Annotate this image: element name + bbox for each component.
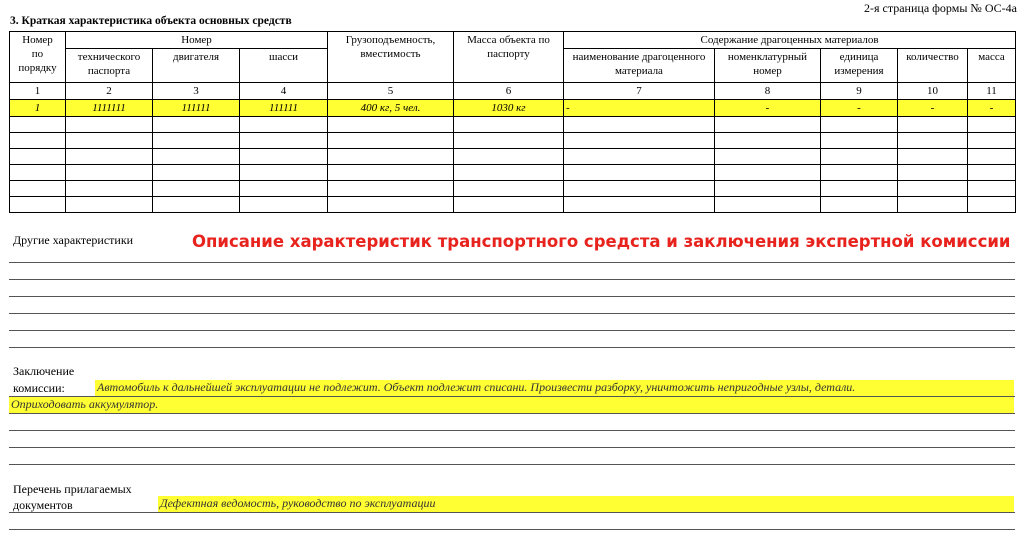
column-number: 5 bbox=[328, 83, 454, 100]
ruled-line bbox=[9, 464, 1015, 465]
cell-nomenclature[interactable]: - bbox=[715, 100, 821, 117]
header-precious-name: наименование драгоценного материала bbox=[564, 49, 715, 83]
header-chassis: шасси bbox=[240, 49, 328, 83]
table-row-empty bbox=[10, 133, 1016, 149]
ruled-line bbox=[9, 512, 1015, 513]
table-row-empty bbox=[10, 181, 1016, 197]
header-text: паспорта bbox=[87, 65, 131, 77]
cell-precious-name[interactable]: - bbox=[564, 100, 715, 117]
header-precious-group: Содержание драгоценных материалов bbox=[564, 32, 1016, 49]
cell-row-number[interactable]: 1 bbox=[10, 100, 66, 117]
header-nomenclature: номенклатурный номер bbox=[715, 49, 821, 83]
column-number: 9 bbox=[821, 83, 898, 100]
cell-mass[interactable]: - bbox=[968, 100, 1016, 117]
header-mass-passport: Масса объекта по паспорту bbox=[454, 32, 564, 83]
header-number-group: Номер bbox=[66, 32, 328, 49]
form-reference: 2-я страница формы № ОС-4а bbox=[864, 1, 1017, 15]
cell-tech-passport[interactable]: 1111111 bbox=[66, 100, 153, 117]
cell-chassis[interactable]: 111111 bbox=[240, 100, 328, 117]
ruled-line bbox=[9, 430, 1015, 431]
ruled-line bbox=[9, 279, 1015, 280]
table-row-empty bbox=[10, 117, 1016, 133]
ruled-line bbox=[9, 529, 1015, 530]
documents-text[interactable]: Дефектная ведомость, руководство по эксплуатации bbox=[158, 496, 1014, 512]
header-text: Номер bbox=[22, 34, 53, 46]
column-number: 8 bbox=[715, 83, 821, 100]
header-engine: двигателя bbox=[153, 49, 240, 83]
ruled-line bbox=[9, 347, 1015, 348]
column-number: 2 bbox=[66, 83, 153, 100]
table-row-empty bbox=[10, 197, 1016, 213]
conclusion-text-line1[interactable]: Автомобиль к дальнейшей эксплуатации не подлежит. Объект подлежит списани. Произвести разборку, уничтожить непригодные узлы, детали. bbox=[95, 380, 1014, 396]
header-tech-passport bbox=[66, 49, 153, 83]
description-heading: Описание характеристик транспортного средста и заключения экспертной комиссии bbox=[192, 232, 1011, 251]
column-number: 3 bbox=[153, 83, 240, 100]
header-quantity: количество bbox=[898, 49, 968, 83]
header-unit: единица измерения bbox=[821, 49, 898, 83]
header-text: по bbox=[31, 48, 44, 60]
header-capacity: Грузоподъемность, вместимость bbox=[328, 32, 454, 83]
ruled-line bbox=[9, 413, 1015, 414]
header-text: технического bbox=[77, 51, 141, 63]
header-mass: масса bbox=[968, 49, 1016, 83]
table-row-empty bbox=[10, 165, 1016, 181]
cell-engine[interactable]: 111111 bbox=[153, 100, 240, 117]
table-row bbox=[10, 100, 1016, 117]
header-text: порядку bbox=[18, 62, 57, 74]
ruled-line bbox=[9, 447, 1015, 448]
column-number: 1 bbox=[10, 83, 66, 100]
ruled-line bbox=[9, 262, 1015, 263]
column-number: 4 bbox=[240, 83, 328, 100]
conclusion-text-line2[interactable]: Оприходовать аккумулятор. bbox=[9, 397, 1014, 413]
documents-label: Перечень прилагаемых bbox=[13, 482, 132, 496]
ruled-line bbox=[9, 296, 1015, 297]
cell-mass-passport[interactable]: 1030 кг bbox=[454, 100, 564, 117]
section-title: 3. Краткая характеристика объекта основных средств bbox=[10, 15, 292, 27]
conclusion-label: Заключение bbox=[13, 364, 75, 378]
column-numbers-row bbox=[10, 83, 1016, 100]
ruled-line bbox=[9, 330, 1015, 331]
column-number: 7 bbox=[564, 83, 715, 100]
cell-unit[interactable]: - bbox=[821, 100, 898, 117]
cell-quantity[interactable]: - bbox=[898, 100, 968, 117]
other-characteristics-label: Другие характеристики bbox=[13, 233, 134, 247]
characteristics-table bbox=[9, 31, 1016, 213]
column-number: 10 bbox=[898, 83, 968, 100]
column-number: 11 bbox=[968, 83, 1016, 100]
conclusion-label-2: комиссии: bbox=[13, 381, 65, 395]
ruled-line bbox=[9, 313, 1015, 314]
cell-capacity[interactable]: 400 кг, 5 чел. bbox=[328, 100, 454, 117]
table-row-empty bbox=[10, 149, 1016, 165]
column-number: 6 bbox=[454, 83, 564, 100]
header-row-number bbox=[10, 32, 66, 83]
documents-label-2: документов bbox=[13, 498, 73, 512]
